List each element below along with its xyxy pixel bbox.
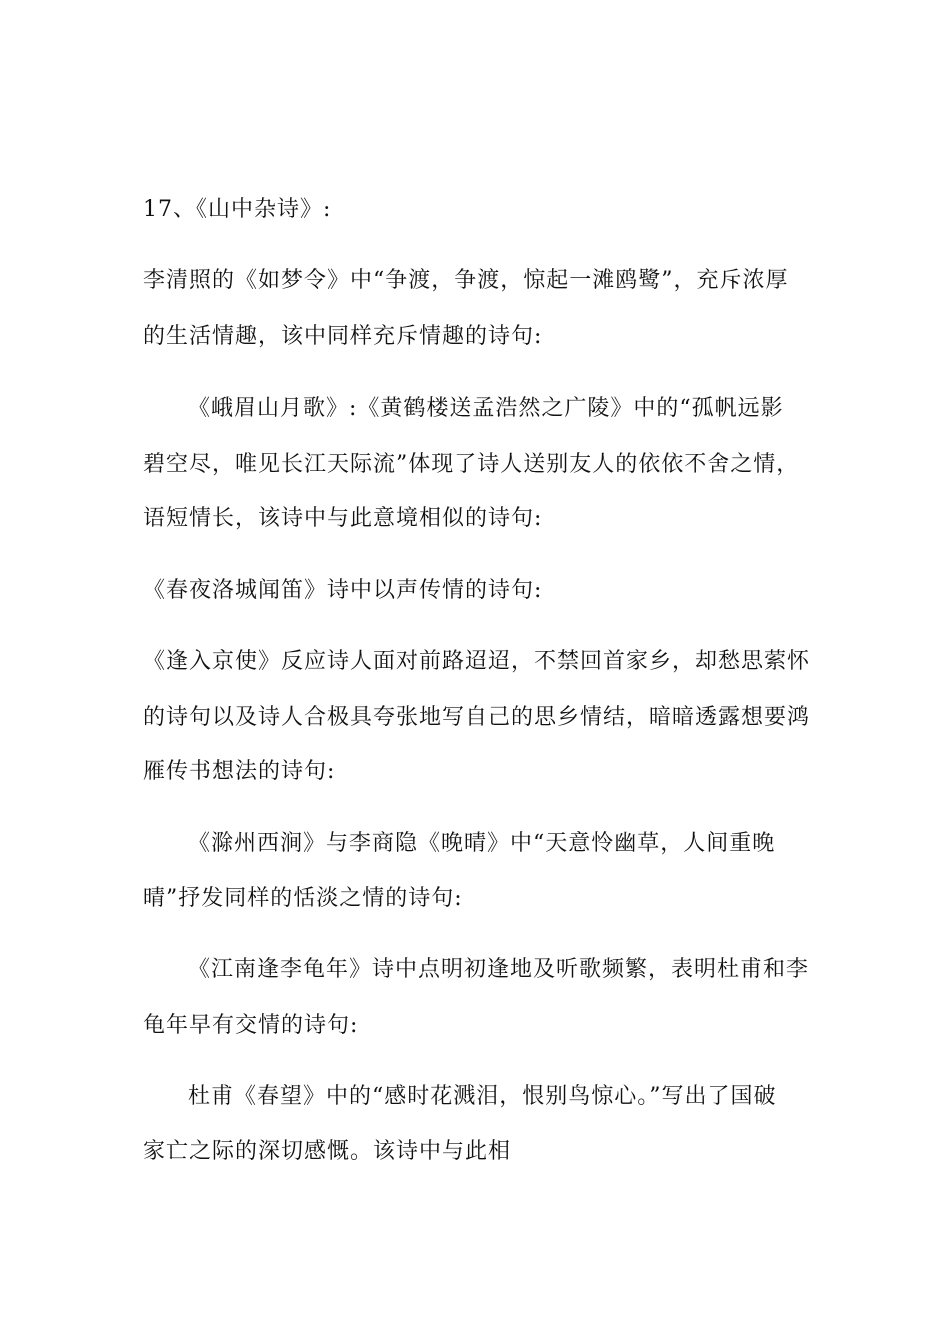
text-line: 的诗句以及诗人合极具夸张地写自己的思乡情结，暗暗透露想要鸿 (143, 705, 811, 730)
text-line: 杜甫《春望》中的“感时花溅泪，恨别鸟惊心。”写出了国破 (188, 1084, 777, 1109)
text-line: 《江南逢李龟年》诗中点明初逢地及听歌频繁，表明杜甫和李 (188, 957, 810, 982)
text-line: 《峨眉山月歌》:《黄鹤楼送孟浩然之广陵》中的“孤帆远影 (188, 396, 784, 421)
text-line: 李清照的《如梦令》中“争渡，争渡，惊起一滩鸥鹭”，充斥浓厚 (143, 268, 789, 293)
text-line: 《春夜洛城闻笛》诗中以声传情的诗句: (143, 578, 543, 603)
text-line: 碧空尽，唯见长江天际流”体现了诗人送别友人的依依不舍之情， (143, 452, 800, 477)
text-line: 雁传书想法的诗句: (143, 759, 336, 784)
text-line: 的生活情趣，该中同样充斥情趣的诗句: (143, 324, 543, 349)
text-line: 语短情长，该诗中与此意境相似的诗句: (143, 506, 543, 531)
text-line: 龟年早有交情的诗句: (143, 1013, 359, 1038)
heading-line: 17、《山中杂诗》: (143, 197, 332, 222)
text-line: 晴”抒发同样的恬淡之情的诗句: (143, 886, 463, 911)
text-line: 家亡之际的深切感慨。该诗中与此相 (143, 1139, 512, 1164)
text-line: 《逢入京使》反应诗人面对前路迢迢，不禁回首家乡，却愁思萦怀 (143, 649, 811, 674)
text-line: 《滁州西涧》与李商隐《晚晴》中“天意怜幽草，人间重晚 (188, 831, 776, 856)
